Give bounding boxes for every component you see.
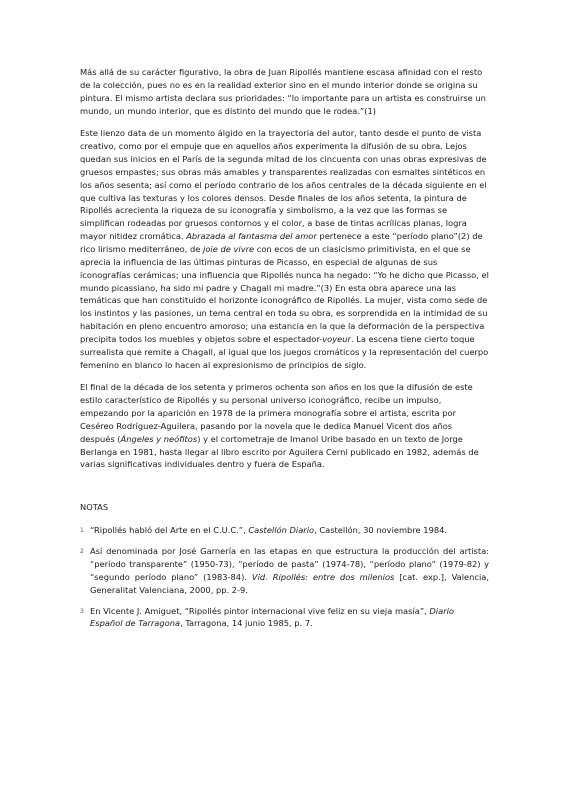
- footnote-number: 1: [80, 527, 84, 535]
- footnote-3: [80, 605, 489, 631]
- text-segment: ) y el cortometraje de Imanol Uribe basado en un texto de Jorge Berlanga en 1981, hasta llegar al libro escrito por Aguilera Cerni publicado en 1982, además de varias significativas individuales dentro y fuera de España.: [80, 433, 479, 470]
- text-segment: Más allá de su carácter figurativo, la obra de Juan Ripollés mantiene escasa afinidad con el resto de la colección, pues no es en la realidad exterior sino en el mundo interior donde se origina su pintura. El mismo artista declara sus prioridades: “lo importante para un artista es construirse un mundo, un mundo interior, que es distinto del mundo que le rodea.”(1): [80, 67, 486, 116]
- publication-title: Diario Español de Tarragona: [90, 605, 454, 629]
- text-segment: Este lienzo data de un momento álgido en la trayectoria del autor, tanto desde el punto de vista creativo, como por el empuje que en aquellos años experimenta la difusión de su obra. Lejos quedan sus inicios en el París de la segunda mitad de los cincuenta con unas obras expresivas de gruesos empastes; sus obras más amables y transparentes realizadas con esmaltes sintéticos en los años sesenta; así como el período contrario de los años centrales de la década siguiente en el que cultiva las texturas y los colores densos. Desde finales de los años setenta, la pintura de Ripollés acrecienta la riqueza de su iconografía y simbolismo, a la vez que las formas se simplifican rodeadas por gruesos contornos y el color, a base de tintas acrílicas planas, logra mayor nitidez cromática.: [80, 128, 487, 242]
- text-segment: [cat. exp.], Valencia, Generalitat Valenciana, 2000, pp. 2-9.: [90, 571, 489, 595]
- text-segment: . La escena tiene cierto toque surrealista que remite a Chagall, al igual que los juegos cromáticos y la representación del cuerpo femenino en blanco lo hacen al expresionismo de principios de siglo.: [80, 333, 489, 370]
- italic-word: voyeur: [322, 333, 351, 344]
- publication-title: Castellón Diario: [248, 525, 315, 536]
- text-segment: En Vicente J. Amiguet, “Ripollés pintor internacional vive feliz en su vieja masía”,: [90, 605, 430, 616]
- footnote-number: 3: [80, 607, 84, 615]
- text-segment: pertenece a este “período plano”(2) de rico lirismo mediterráneo, de: [80, 231, 483, 254]
- text-segment: Así denominada por José Garnería en las etapas en que estructura la producción del artista: “período transparente” (1950-73), “período de pasta” (1974-78), “período plano” (1979-82) y “segundo período plano” (1983-84).: [90, 546, 489, 582]
- footnote-text: [90, 524, 489, 537]
- text-segment: “Ripollés habló del Arte en el C.U.C.”,: [90, 525, 249, 536]
- footnote-1: [80, 524, 489, 537]
- paragraph-diffusion: [80, 381, 489, 471]
- footnote-text: [90, 605, 489, 631]
- text-segment: , Tarragona, 14 junio 1985, p. 7.: [180, 618, 313, 629]
- novel-title: Ángeles y neófitos: [120, 433, 198, 444]
- paragraph-intro: [80, 66, 489, 117]
- document-page: [80, 66, 489, 638]
- text-segment: , Castellón, 30 noviembre 1984.: [314, 525, 448, 536]
- work-title: Abrazada al fantasma del amor: [186, 231, 317, 242]
- catalog-title: Vid. Ripollés: entre dos milenios: [251, 571, 395, 582]
- text-segment: con ecos de un clasicismo primitivista, en el que se aprecia la influencia de las últimas pinturas de Picasso, en especial de algunas de sus iconografías cerámicas; una influencia que Ripollés nunca ha negado: “Yo he dicho que Picasso, el mundo picassiano, ha sido mi padre y Chagall mi madre.”(3) En esta obra aparece una las temáticas que han constituido el horizonte iconográfico de Ripollés. La mujer, vista como sede de los instintos y las pasiones, un tema central en toda su obra, es sorprendida en la intimidad de su habitación en pleno encuentro amoroso; una estancia en la que la deformación de la perspectiva precipita todos los muebles y objetos sobre el espectador-: [80, 243, 489, 344]
- footnote-2: [80, 545, 489, 596]
- paragraph-period: [80, 127, 489, 371]
- text-segment: El final de la década de los setenta y primeros ochenta son años en los que la difusión de este estilo característico de Ripollés y su personal universo iconográfico, recibe un impulso, empezando por la aparición en 1978 de la primera monografía sobre el artista, escrita por Ceséreo Rodríguez-Aguilera, pasando por la novela que le dedica Manuel Vicent dos años después (: [80, 382, 473, 444]
- notes-heading: NOTAS: [80, 502, 109, 513]
- footnote-text: [90, 545, 489, 596]
- footnote-number: 2: [80, 548, 84, 556]
- italic-phrase: joie de vivre: [203, 243, 255, 254]
